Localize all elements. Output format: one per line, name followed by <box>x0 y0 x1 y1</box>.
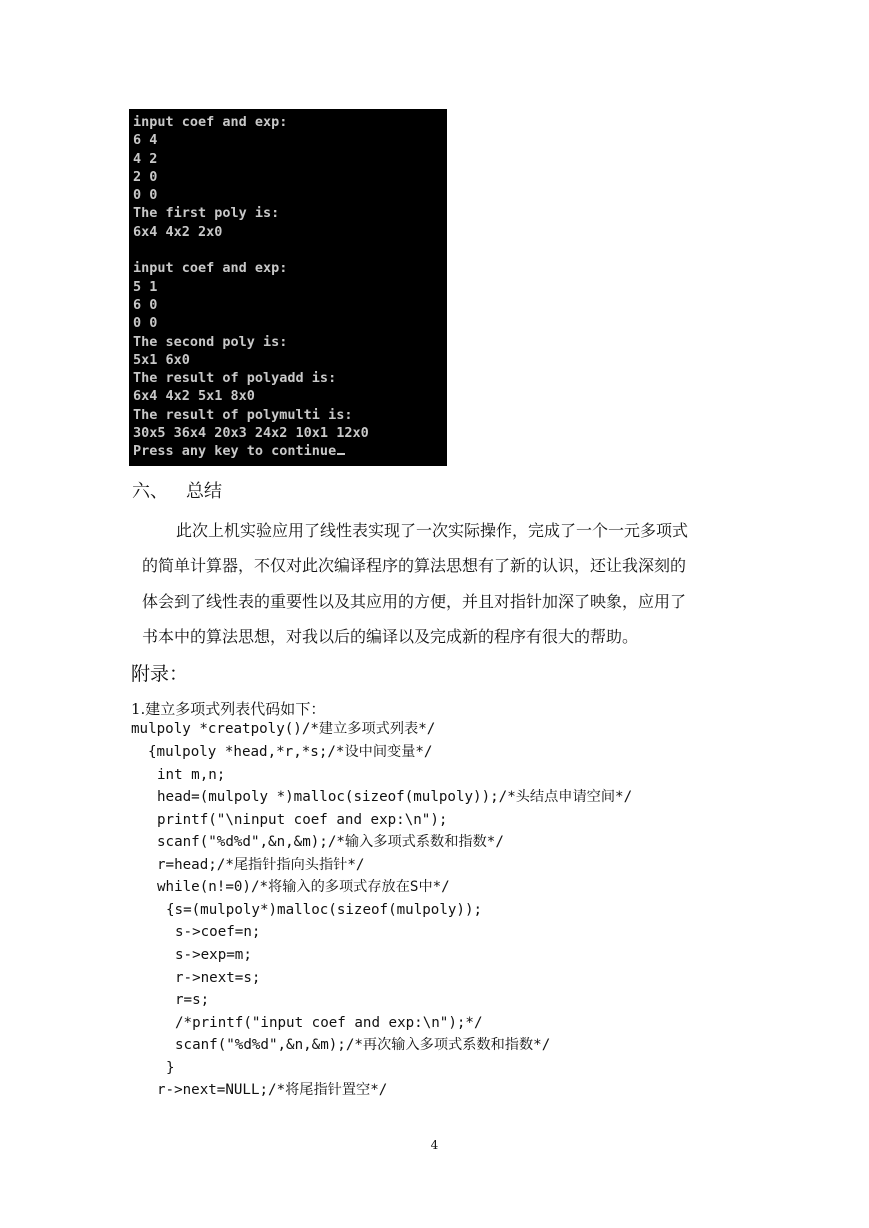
code-line: scanf("%d%d",&n,&m);/*输入多项式系数和指数*/ <box>157 834 504 850</box>
section-number: 六、 <box>132 481 168 502</box>
code-line: while(n!=0)/*将输入的多项式存放在S中*/ <box>157 879 450 895</box>
code-line: mulpoly *creatpoly()/*建立多项式列表*/ <box>131 721 436 737</box>
section-title: 总结 <box>186 481 222 502</box>
appendix-heading: 附录： <box>131 663 189 685</box>
section-heading <box>132 478 222 506</box>
code-line: r->next=s; <box>175 970 261 986</box>
code-line: {s=(mulpoly*)malloc(sizeof(mulpoly)); <box>166 902 483 918</box>
summary-line: 此次上机实验应用了线性表实现了一次实际操作，完成了一个一元多项式 <box>176 521 689 540</box>
console-line: 0 0 <box>133 187 158 204</box>
console-line: The second poly is: <box>133 333 288 350</box>
code-line: /*printf("input coef and exp:\n");*/ <box>175 1015 483 1031</box>
code-line: int m,n; <box>157 767 226 783</box>
code-line: printf("\ninput coef and exp:\n"); <box>157 812 448 828</box>
console-prompt-line <box>133 442 447 460</box>
summary-line: 的简单计算器，不仅对此次编译程序的算法思想有了新的认识，还让我深刻的 <box>142 556 687 575</box>
console-line: 4 2 <box>133 150 158 167</box>
console-line: 2 0 <box>133 168 158 185</box>
console-line <box>133 241 447 259</box>
console-line: The first poly is: <box>133 205 280 222</box>
console-line: The result of polymulti is: <box>133 406 353 423</box>
code-line: scanf("%d%d",&n,&m);/*再次输入多项式系数和指数*/ <box>175 1037 551 1053</box>
page-number: 4 <box>430 1138 439 1152</box>
code-line: s->coef=n; <box>175 924 261 940</box>
console-line: 6 4 <box>133 132 158 149</box>
console-line: 5 1 <box>133 278 158 295</box>
code-line: r=s; <box>175 992 210 1008</box>
console-prompt-text: Press any key to continue <box>133 443 337 460</box>
code-line: head=(mulpoly *)malloc(sizeof(mulpoly));/*头结点申请空间*/ <box>157 789 633 805</box>
console-line: 30x5 36x4 20x3 24x2 10x1 12x0 <box>133 425 369 442</box>
console-line: input coef and exp: <box>133 260 288 277</box>
console-line: 0 0 <box>133 315 158 332</box>
console-line: input coef and exp: <box>133 114 288 130</box>
code-line: s->exp=m; <box>175 947 252 963</box>
summary-line: 书本中的算法思想，对我以后的编译以及完成新的程序有很大的帮助。 <box>142 627 639 646</box>
code-line: {mulpoly *head,*r,*s;/*设中间变量*/ <box>148 744 433 760</box>
console-line: 6 0 <box>133 296 158 313</box>
code-line: r->next=NULL;/*将尾指针置空*/ <box>157 1082 388 1098</box>
appendix-subtitle: 1.建立多项式列表代码如下： <box>131 700 326 718</box>
console-line: 5x1 6x0 <box>133 351 190 368</box>
console-line: 6x4 4x2 2x0 <box>133 223 223 240</box>
console-screenshot <box>129 109 447 466</box>
code-line: r=head;/*尾指针指向头指针*/ <box>157 857 365 873</box>
console-cursor <box>337 453 345 455</box>
console-line: 6x4 4x2 5x1 8x0 <box>133 388 255 405</box>
summary-line: 体会到了线性表的重要性以及其应用的方便，并且对指针加深了映象，应用了 <box>142 592 687 611</box>
console-line: The result of polyadd is: <box>133 370 337 387</box>
code-line: } <box>166 1060 175 1076</box>
